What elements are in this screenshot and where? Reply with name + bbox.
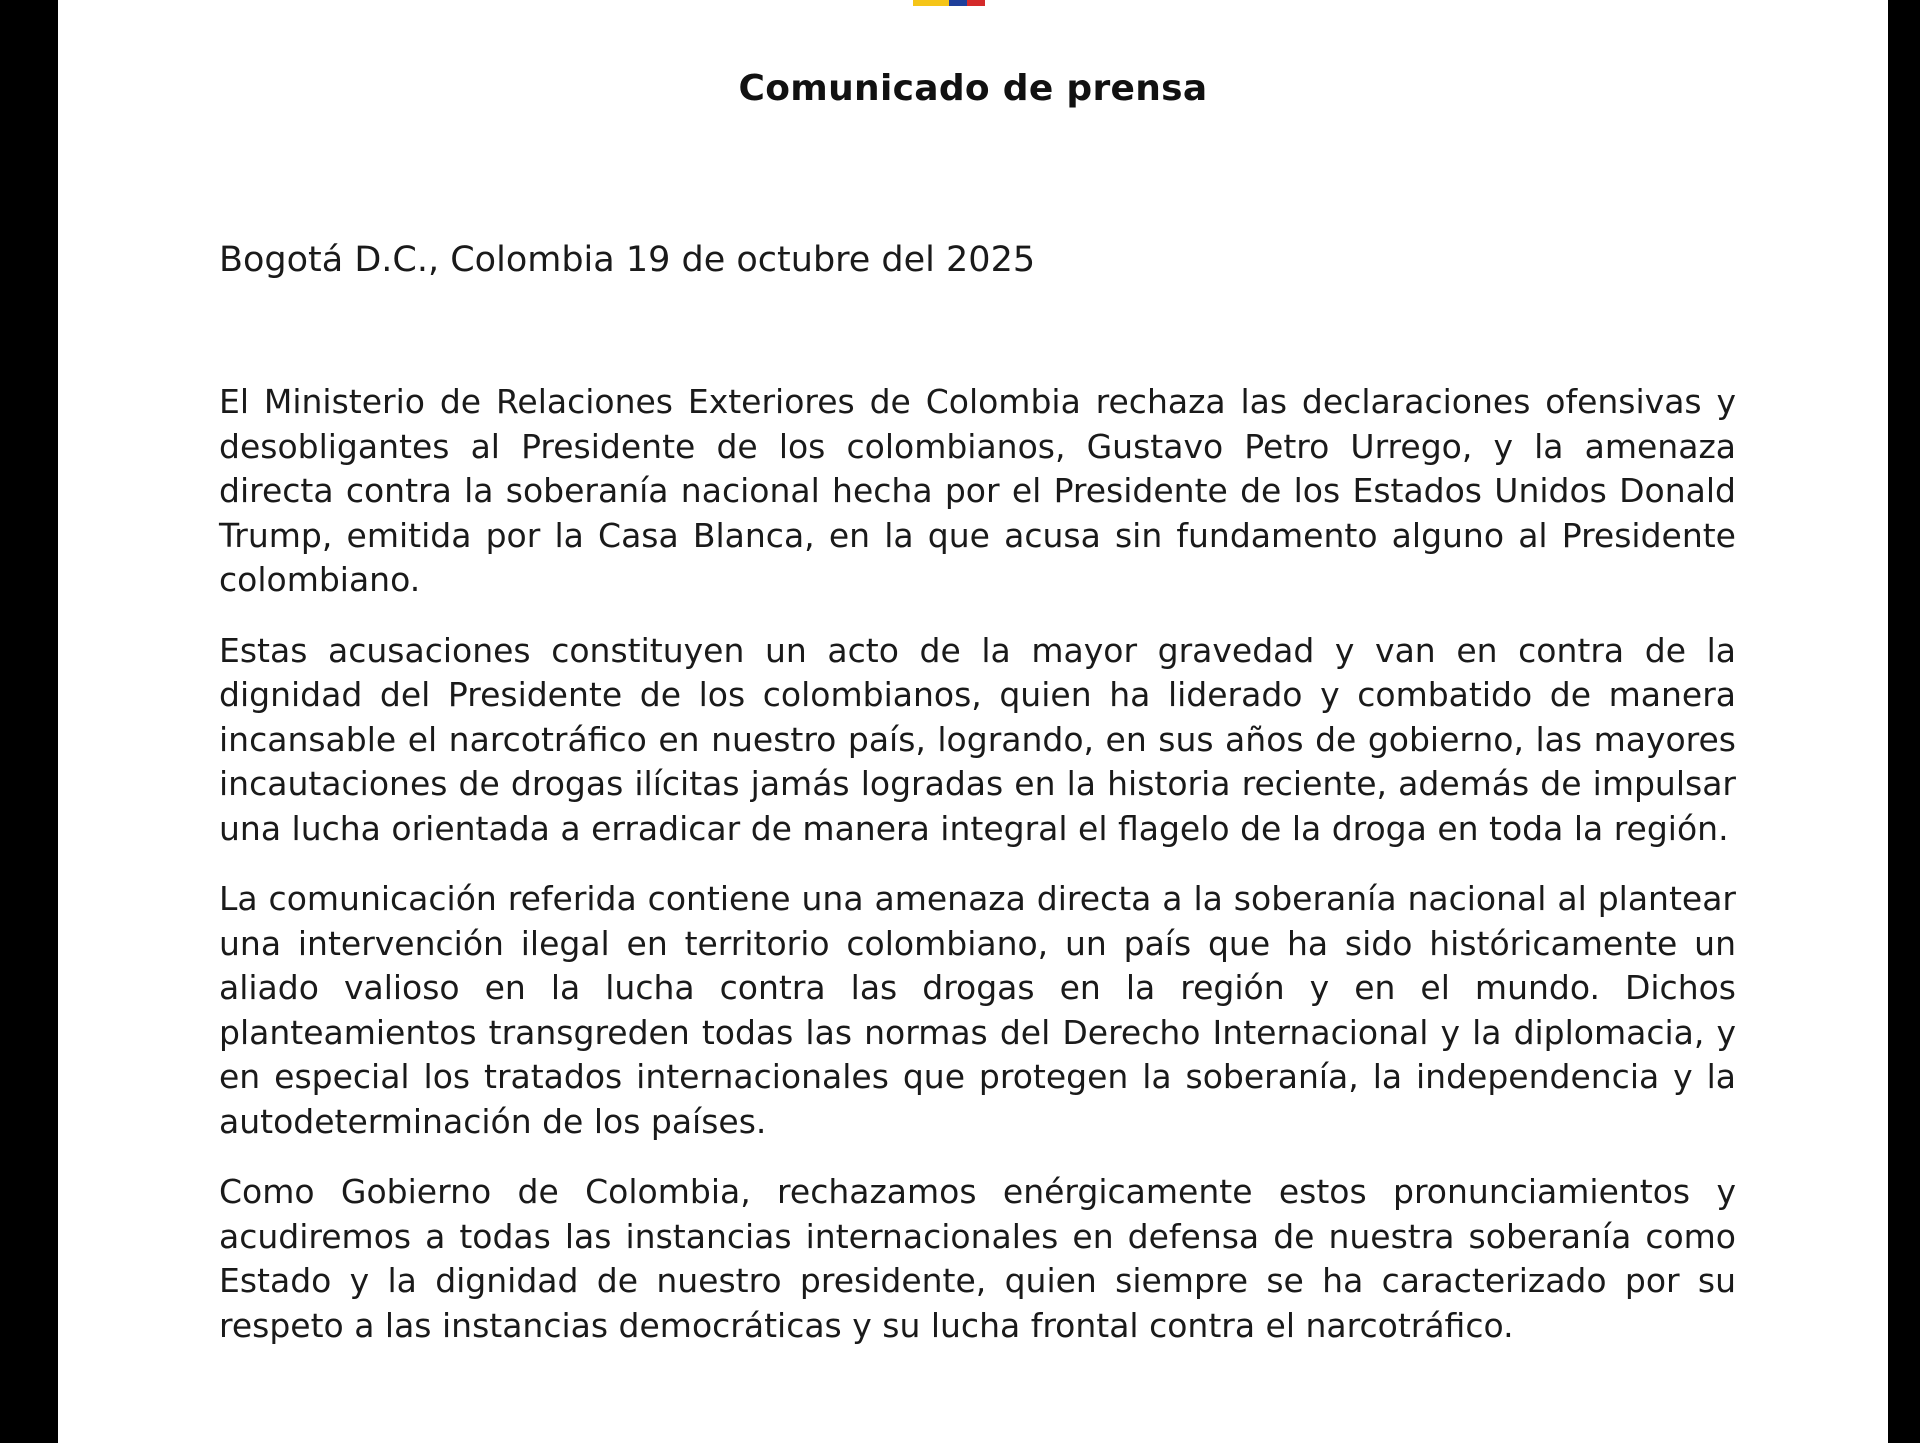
flag-red-band — [967, 0, 985, 6]
flag-blue-band — [949, 0, 967, 6]
paragraph-3: La comunicación referida contiene una amenaza directa a la soberanía nacional al plantear una intervención ilegal en territorio colombiano, un país que ha sido históricamente un aliado valioso en la lucha contra las drogas en la región y en el mundo. Dichos planteamientos transgreden todas las normas del Derecho Internacional y la diplomacia, y en especial los tratados internacionales que protegen la soberanía, la independencia y la autodeterminación de los países. — [219, 879, 1736, 1141]
document-title: Comunicado de prensa — [738, 68, 1208, 109]
paragraph-1: El Ministerio de Relaciones Exteriores de Colombia rechaza las declaraciones ofensivas y desobligantes al Presidente de los colombianos, Gustavo Petro Urrego, y la amenaza directa contra la soberanía nacional hecha por el Presidente de los Estados Unidos Donald Trump, emitida por la Casa Blanca, en la que acusa sin fundamento alguno al Presidente colombiano. — [219, 382, 1736, 599]
paragraph-4: Como Gobierno de Colombia, rechazamos enérgicamente estos pronunciamientos y acudiremos a todas las instancias internacionales en defensa de nuestra soberanía como Estado y la dignidad de nuestro presidente, quien siempre se ha caracterizado por su respeto a las instancias democráticas y su lucha frontal contra el narcotráfico. — [219, 1172, 1736, 1345]
document-page — [58, 0, 1888, 1443]
paragraph-2: Estas acusaciones constituyen un acto de la mayor gravedad y van en contra de la dignidad del Presidente de los colombianos, quien ha liderado y combatido de manera incansable el narcotráfico en nuestro país, logrando, en sus años de gobierno, las mayores incautaciones de drogas ilícitas jamás logradas en la historia reciente, además de impulsar una lucha orientada a erradicar de manera integral el flagelo de la droga en toda la región. — [219, 630, 1736, 848]
flag-strip — [913, 0, 985, 6]
document-body — [219, 380, 1736, 1374]
dateline: Bogotá D.C., Colombia 19 de octubre del 2025 — [219, 240, 1036, 280]
flag-yellow-band — [913, 0, 949, 6]
